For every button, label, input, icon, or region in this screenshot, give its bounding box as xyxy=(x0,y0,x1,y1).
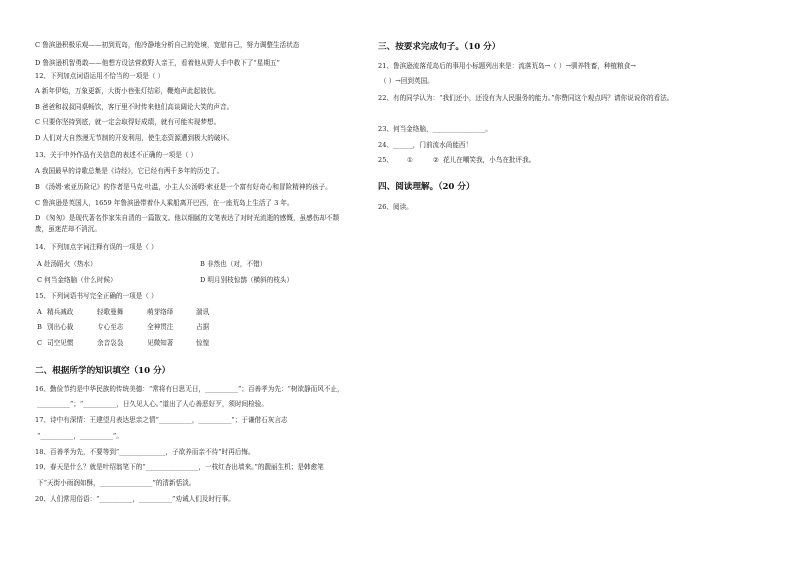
q11-option-c: C 鲁滨逊积极乐观——初到荒岛，他冷静地分析自己的处境，宽慰自己，努力调整生活状态 xyxy=(35,41,300,49)
q25-text: 花儿在嘲笑我，小鸟在批评我。 xyxy=(443,156,536,164)
q17-line2: “__________，__________”。 xyxy=(37,432,123,440)
q15-stem: 15、下列词语书写完全正确的一项是（ ） xyxy=(35,292,158,300)
option-word: 余音袅袅 xyxy=(97,339,124,347)
q13-option-d-line1: D 《匆匆》是现代著名作家朱自清的一篇散文。他以细腻的文笔表达了对时光流逝的感慨，虽感伤却不颓 xyxy=(35,214,340,222)
option-word: 湍讯 xyxy=(196,308,210,316)
q26: 26、阅读。 xyxy=(378,203,413,211)
q12-option-b: B 爸爸和叔叔同桌畅饮，客厅里不时传来他们高谈阔论大笑的声音。 xyxy=(35,103,234,111)
q25-mark-1: ① xyxy=(407,156,413,164)
section2-title: 二、根据所学的知识填空（10 分） xyxy=(35,366,171,376)
option-word: 轻歌曼舞 xyxy=(97,308,124,316)
option-word: 见微知著 xyxy=(147,339,174,347)
option-word: 专心至志 xyxy=(97,323,124,331)
q13-option-d-line2: 废，虽迷茫却不消沉。 xyxy=(35,225,101,233)
q13-option-c: C 鲁滨逊是英国人，1659 年鲁滨逊带着仆人乘船离开巴西，在一座荒岛上生活了 3 年。 xyxy=(35,199,294,207)
option-word: 占据 xyxy=(196,323,210,331)
option-label: B xyxy=(37,323,42,331)
option-word: 别出心裁 xyxy=(47,323,74,331)
q12-option-d: D 人们对大自然漫无节制的开发利用，使生态资源遭到极大的破坏。 xyxy=(35,134,234,142)
option-word: 精兵减政 xyxy=(47,308,74,316)
q20: 20、人们常用俗语：“__________，__________”劝诫人们及时行事。 xyxy=(35,495,235,503)
q14-option-a: A 赴汤蹈火（热水） xyxy=(37,260,97,268)
q21-line1: 21、鲁滨逊流落荒岛后的事用小标题列出来是：流落荒岛→（ ）→驯养牲畜，种植粮食→ xyxy=(378,62,636,70)
q13-option-b: B 《汤姆·索亚历险记》的作者是马克·吐温，小主人公汤姆·索亚是一个富有好奇心和冒险精神的孩子。 xyxy=(35,183,332,191)
q12-option-c: C 只要你坚持到底，就一定会取得好成绩，就有可能实现梦想。 xyxy=(35,118,221,126)
q17-line1: 17、诗中有深情：王建望月表达思亲之情“__________，__________”；于谦借石灰言志 xyxy=(35,416,288,424)
q18: 18、百善孝为先，不要等到“______________，子欲养而亲不待”时再后悔。 xyxy=(35,448,255,456)
q16-line2: __________”；“__________，日久见人心。”道出了人心善恶好歹，须时间检验。 xyxy=(37,400,268,408)
option-word: 惊惶 xyxy=(196,339,210,347)
q12-stem: 12、下列加点词语运用不恰当的一项是（ ） xyxy=(35,72,165,80)
q25-number: 25、 xyxy=(378,156,393,164)
q25-mark-2: ② xyxy=(433,156,439,164)
q14-stem: 14、下列加点字词注释有误的一项是（ ） xyxy=(35,243,158,251)
q16-line1: 16、勤俭节约是中华民族的传统美德：“常将有日思无日，__________”；百善孝为先：“树欲静而风不止， xyxy=(35,385,344,393)
q22: 22、有的同学认为：“我们还小，还没有为人民服务的能力。”你赞同这个观点吗？请你说说你的看法。 xyxy=(378,94,674,102)
q19-line1: 19、春天是什么？就是叶绍翁笔下的“________________，一枝红杏出墙来。”的靓丽生机；是韩愈笔 xyxy=(35,463,324,471)
q23: 23、何当金络脑，________________。 xyxy=(378,125,492,133)
option-word: 司空见惯 xyxy=(47,339,74,347)
q14-option-d: D 明月别枝惊鹊（横斜的枝头） xyxy=(200,276,294,284)
q21-line2: （ ）→回到英国。 xyxy=(380,77,434,85)
q19-line2: 下“天街小雨润如酥，________________”的清新恬淡。 xyxy=(37,479,196,487)
option-word: 萌芽络绎 xyxy=(147,308,174,316)
q13-option-a: A 我国最早的诗歌总集是《诗经》，它已经有两千多年的历史了。 xyxy=(35,167,224,175)
q24: 24、______，门前流水尚能西！ xyxy=(378,141,473,149)
option-word: 全神贯注 xyxy=(147,323,174,331)
q14-option-b: B 非然也（对，不错） xyxy=(200,260,267,268)
q14-option-c: C 何当金络脑（什么时候） xyxy=(37,276,117,284)
option-label: C xyxy=(37,339,43,347)
q13-stem: 13、关于中外作品有关信息的表述不正确的一项是（ ） xyxy=(35,151,198,159)
q12-option-a: A 新年伊始，万象更新，大街小巷张灯结彩，鞭炮声此起彼伏。 xyxy=(35,87,220,95)
q11-option-d: D 鲁滨逊机智勇敢——他想方设法营救野人亲王，看着他从野人手中救下了“星期五” xyxy=(35,59,280,67)
section4-title: 四、阅读理解。（20 分） xyxy=(378,182,475,192)
option-label: A xyxy=(37,308,42,316)
section3-title: 三、按要求完成句子。（10 分） xyxy=(378,42,501,52)
